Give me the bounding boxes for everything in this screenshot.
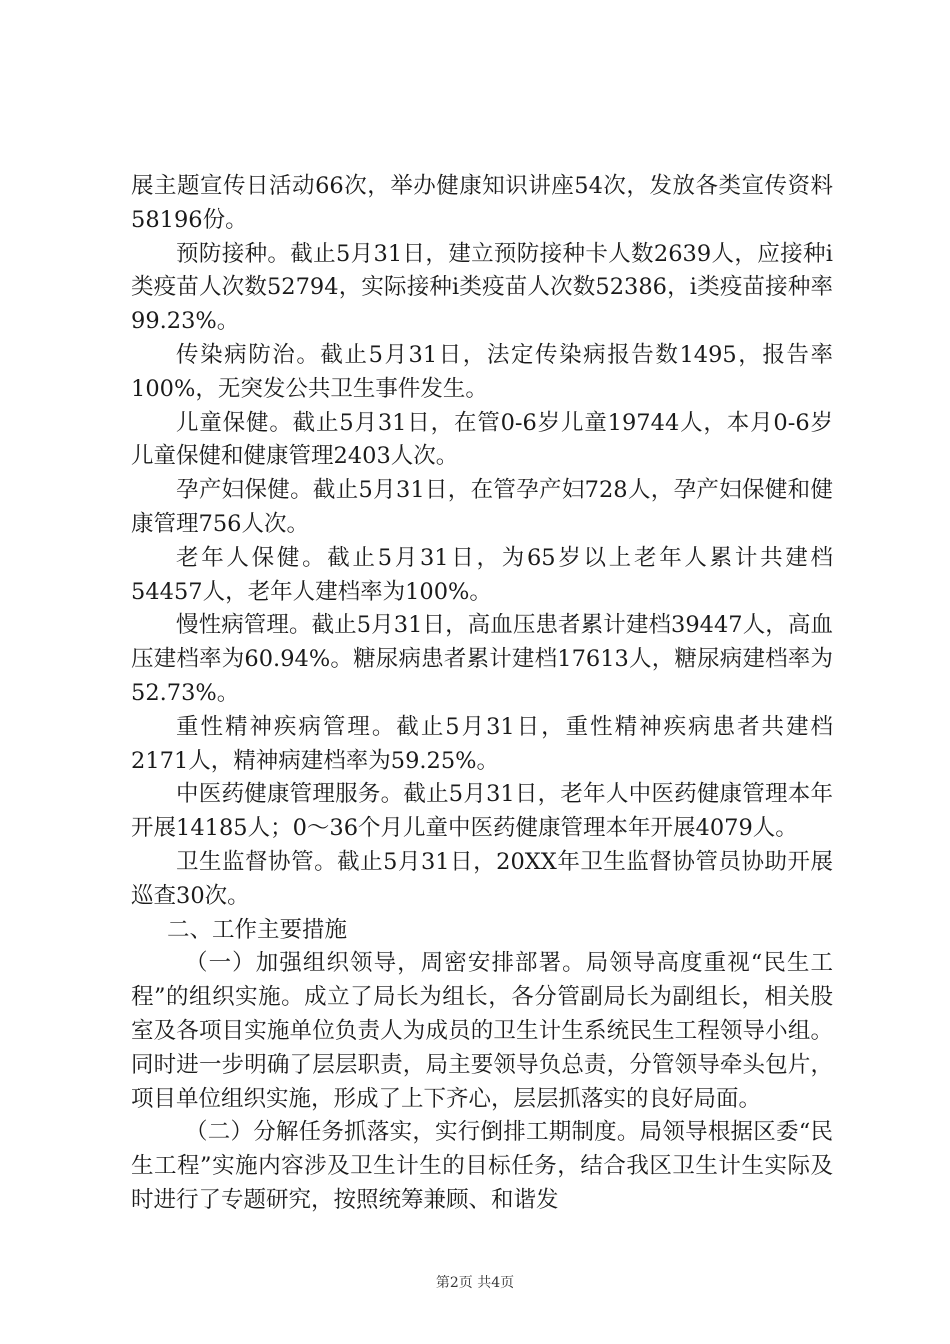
document-body bbox=[131, 170, 833, 1218]
page-number-footer: 第2页 共4页 bbox=[435, 1275, 515, 1291]
paragraph-vaccination: 预防接种。截止5月31日，建立预防接种卡人数2639人，应接种i类疫苗人次数52794，实际接种i类疫苗人次数52386，i类疫苗接种率99.23%。 bbox=[131, 240, 833, 335]
paragraph-maternal-health: 孕产妇保健。截止5月31日，在管孕产妇728人，孕产妇保健和健康管理756人次。 bbox=[131, 477, 833, 537]
paragraph-mental-illness: 重性精神疾病管理。截止5月31日，重性精神疾病患者共建档2171人，精神病建档率为59.25%。 bbox=[131, 713, 833, 774]
paragraph-infectious-disease: 传染病防治。截止5月31日，法定传染病报告数1495，报告率100%，无突发公共卫生事件发生。 bbox=[131, 341, 833, 402]
paragraph-elderly-health: 老年人保健。截止5月31日，为65岁以上老年人累计共建档54457人，老年人建档率为100%。 bbox=[131, 544, 833, 605]
paragraph-measure-1: （一）加强组织领导，周密安排部署。局领导高度重视“民生工程”的组织实施。成立了局长为组长，各分管副局长为副组长，相关股室及各项目实施单位负责人为成员的卫生计生系统民生工程领导小组。同时进一步明确了层层职责，局主要领导负总责，分管领导牵头包片，项目单位组织实施，形成了上下齐心，层层抓落实的良好局面。 bbox=[131, 950, 833, 1112]
paragraph-measure-2: （二）分解任务抓落实，实行倒排工期制度。局领导根据区委“民生工程”实施内容涉及卫生计生的目标任务，结合我区卫生计生实际及时进行了专题研究，按照统筹兼顾、和谐发 bbox=[131, 1119, 833, 1213]
paragraph-tcm-health: 中医药健康管理服务。截止5月31日，老年人中医药健康管理本年开展14185人；0～36个月儿童中医药健康管理本年开展4079人。 bbox=[131, 781, 833, 842]
paragraph-continuation: 展主题宣传日活动66次，举办健康知识讲座54次，发放各类宣传资料58196份。 bbox=[131, 173, 833, 233]
section-heading: 二、工作主要措施 bbox=[167, 916, 348, 943]
paragraph-chronic-disease: 慢性病管理。截止5月31日，高血压患者累计建档39447人，高血压建档率为60.94%。糖尿病患者累计建档17613人，糖尿病建档率为52.73%。 bbox=[131, 612, 833, 706]
paragraph-child-health: 儿童保健。截止5月31日，在管0-6岁儿童19744人，本月0-6岁儿童保健和健康管理2403人次。 bbox=[131, 409, 833, 470]
paragraph-health-supervision: 卫生监督协管。截止5月31日，20XX年卫生监督协管员协助开展巡查30次。 bbox=[131, 848, 833, 909]
